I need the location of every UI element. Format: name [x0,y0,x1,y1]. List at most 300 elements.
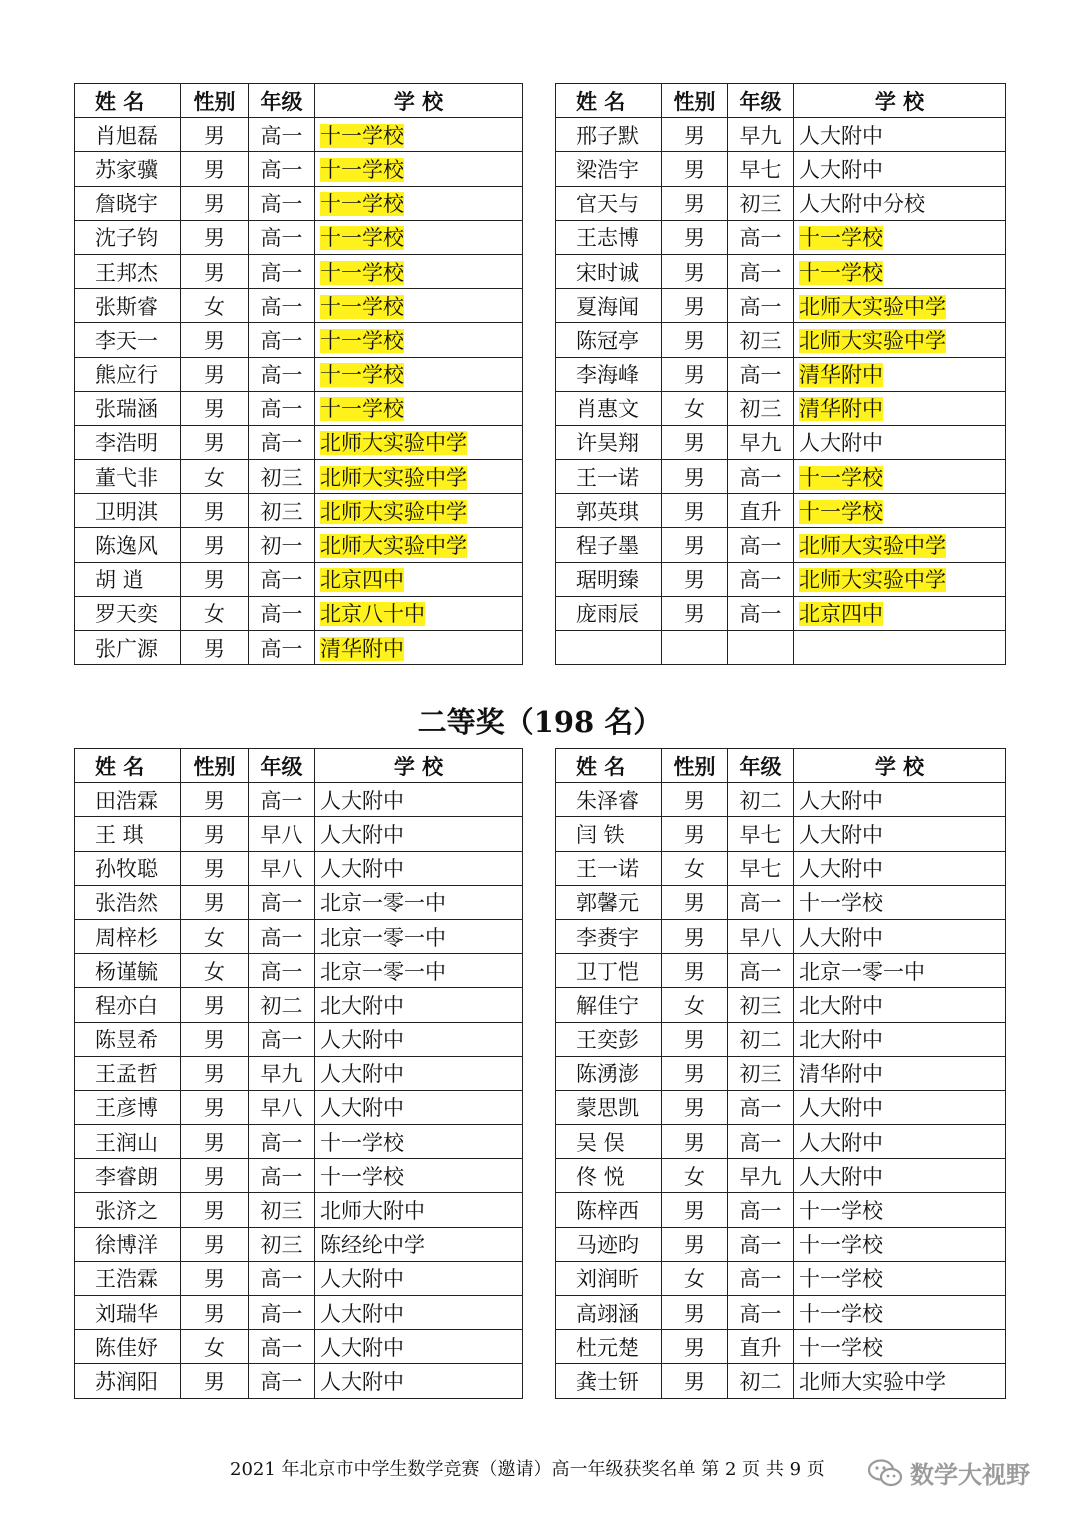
cell-grade: 高一 [249,1296,315,1330]
table-row [556,1296,1006,1330]
header-name: 姓 名 [556,84,662,118]
cell-grade: 高一 [249,562,315,596]
cell-grade: 早七 [728,851,794,885]
table-row [556,460,1006,494]
cell-name: 夏海闻 [556,289,662,323]
school-label: 十一学校 [799,1267,883,1292]
table-row [556,152,1006,186]
cell-gender: 男 [181,562,249,596]
cell-name: 王浩霖 [75,1261,181,1295]
table-header-row [556,84,1006,118]
cell-grade: 高一 [249,919,315,953]
cell-gender: 男 [181,254,249,288]
school-label: 北京一零一中 [320,959,446,984]
cell-gender: 男 [181,631,249,665]
header-school: 学 校 [315,749,523,783]
cell-school [315,1364,523,1398]
school-label: 十一学校 [320,123,404,148]
table-row [556,885,1006,919]
cell-gender: 男 [181,425,249,459]
school-label: 北师大实验中学 [320,431,467,456]
cell-grade: 高一 [249,1159,315,1193]
cell-school [794,323,1006,357]
school-label: 人大附中 [799,822,883,847]
header-grade: 年级 [249,84,315,118]
cell-name: 郭英琪 [556,494,662,528]
watermark [868,1455,1030,1490]
cell-name: 王一诺 [556,460,662,494]
table-row [556,817,1006,851]
cell-gender: 女 [181,596,249,630]
cell-name: 徐博洋 [75,1227,181,1261]
cell-gender: 男 [662,562,728,596]
school-label: 北大附中 [320,993,404,1018]
table-row [556,425,1006,459]
cell-grade: 高一 [728,1261,794,1295]
cell-grade: 高一 [249,1261,315,1295]
cell-grade: 早八 [728,919,794,953]
cell-grade: 高一 [249,391,315,425]
cell-name: 郭馨元 [556,885,662,919]
cell-gender: 男 [181,885,249,919]
table-row [556,1125,1006,1159]
cell-school [794,1022,1006,1056]
cell-name: 陈逸风 [75,528,181,562]
cell-school [315,954,523,988]
cell-grade: 高一 [249,783,315,817]
cell-school [794,1296,1006,1330]
cell-name: 苏家骥 [75,152,181,186]
cell-school [794,254,1006,288]
cell-grade: 高一 [728,562,794,596]
cell-name: 杜元楚 [556,1330,662,1364]
cell-grade: 高一 [728,885,794,919]
cell-gender: 男 [662,954,728,988]
school-label: 人大附中 [799,157,883,182]
cell-grade: 高一 [728,220,794,254]
cell-gender: 男 [662,817,728,851]
cell-gender: 男 [181,1193,249,1227]
cell-name: 李天一 [75,323,181,357]
school-label: 人大附中 [799,1130,883,1155]
cell-school [794,919,1006,953]
table-row [556,596,1006,630]
cell-name: 王一诺 [556,851,662,885]
school-label: 人大附中 [799,788,883,813]
school-label: 十一学校 [320,294,404,319]
table-row [556,1330,1006,1364]
school-label: 人大附中 [320,1335,404,1360]
cell-school [315,1193,523,1227]
cell-school [794,152,1006,186]
table-row [75,988,523,1022]
school-label: 北京一零一中 [799,959,925,984]
cell-gender [662,631,728,665]
school-label: 十一学校 [320,226,404,251]
table-row [556,1261,1006,1295]
cell-gender: 男 [181,1227,249,1261]
cell-grade: 初三 [728,988,794,1022]
table-row [556,289,1006,323]
cell-gender: 男 [662,919,728,953]
table-row [556,1159,1006,1193]
cell-grade: 高一 [249,425,315,459]
cell-grade: 高一 [249,186,315,220]
school-label: 十一学校 [799,1335,883,1360]
cell-name: 陈昱希 [75,1022,181,1056]
cell-name: 高翊涵 [556,1296,662,1330]
cell-name: 张斯睿 [75,289,181,323]
table-row [75,885,523,919]
school-label: 十一学校 [799,891,883,916]
cell-school [794,988,1006,1022]
cell-gender: 男 [662,494,728,528]
cell-gender: 男 [181,220,249,254]
cell-name: 肖旭磊 [75,118,181,152]
cell-gender: 男 [181,186,249,220]
table-row [75,289,523,323]
cell-school [794,631,1006,665]
cell-gender: 女 [662,391,728,425]
cell-school [794,1159,1006,1193]
cell-name: 詹晓宇 [75,186,181,220]
table-row [75,1261,523,1295]
cell-gender: 男 [662,1296,728,1330]
cell-name: 佟 悦 [556,1159,662,1193]
cell-gender: 男 [662,186,728,220]
cell-grade: 早九 [249,1056,315,1090]
cell-gender: 男 [181,851,249,885]
cell-school [794,460,1006,494]
cell-name: 王 琪 [75,817,181,851]
cell-gender: 男 [662,1330,728,1364]
first-prize-table-left [74,83,523,665]
table-row [556,1227,1006,1261]
table-row [75,1056,523,1090]
cell-school [315,631,523,665]
cell-school [315,220,523,254]
table-row [75,1193,523,1227]
cell-gender: 男 [181,1364,249,1398]
cell-grade: 高一 [728,1090,794,1124]
cell-grade: 高一 [249,152,315,186]
cell-school [794,562,1006,596]
table-row [556,562,1006,596]
cell-grade: 早八 [249,817,315,851]
cell-gender: 男 [662,1022,728,1056]
school-label: 十一学校 [320,157,404,182]
school-label: 人大附中分校 [799,192,925,217]
second-prize-title: 二等奖（198 名） [417,705,663,739]
school-label: 北师大实验中学 [320,465,467,490]
header-school: 学 校 [794,84,1006,118]
table-row [75,1125,523,1159]
school-label: 清华附中 [799,363,883,388]
cell-school [794,494,1006,528]
cell-gender: 女 [662,1261,728,1295]
cell-gender: 男 [181,1090,249,1124]
cell-school [794,783,1006,817]
table-row [556,783,1006,817]
header-school: 学 校 [315,84,523,118]
cell-grade: 高一 [249,1022,315,1056]
school-label: 人大附中 [320,788,404,813]
cell-gender: 男 [181,118,249,152]
school-label: 人大附中 [799,123,883,148]
cell-gender: 男 [181,528,249,562]
cell-name: 梁浩宇 [556,152,662,186]
cell-school [315,425,523,459]
school-label: 十一学校 [320,1164,404,1189]
cell-school [315,562,523,596]
cell-gender: 男 [662,1364,728,1398]
cell-name: 杨谨毓 [75,954,181,988]
school-label: 十一学校 [799,1199,883,1224]
cell-gender: 女 [181,460,249,494]
cell-gender: 男 [662,323,728,357]
cell-grade: 初三 [249,460,315,494]
cell-grade: 初三 [249,494,315,528]
cell-gender: 男 [662,425,728,459]
second-prize-table-left [74,748,523,1399]
cell-name: 吴 俣 [556,1125,662,1159]
cell-grade: 早八 [249,1090,315,1124]
cell-gender: 男 [662,1125,728,1159]
cell-name: 琚明臻 [556,562,662,596]
cell-gender: 男 [662,254,728,288]
school-label: 人大附中 [320,1369,404,1394]
cell-name: 李海峰 [556,357,662,391]
cell-school [794,357,1006,391]
cell-name: 胡 逍 [75,562,181,596]
school-label: 北京一零一中 [320,925,446,950]
table-row [75,1227,523,1261]
cell-school [794,596,1006,630]
table-header-row [75,749,523,783]
cell-name: 熊应行 [75,357,181,391]
cell-gender: 男 [662,1056,728,1090]
cell-school [794,186,1006,220]
cell-school [315,1022,523,1056]
table-row [75,1159,523,1193]
cell-name: 陈冠亭 [556,323,662,357]
table-row [75,851,523,885]
table-row [556,1364,1006,1398]
cell-grade: 高一 [249,254,315,288]
school-label: 北京八十中 [320,602,425,627]
cell-gender: 男 [662,1090,728,1124]
header-name: 姓 名 [556,749,662,783]
cell-gender: 男 [181,783,249,817]
cell-gender: 男 [181,1296,249,1330]
cell-school [315,118,523,152]
cell-school [315,357,523,391]
table-row [556,1193,1006,1227]
cell-name: 刘瑞华 [75,1296,181,1330]
table-row [75,357,523,391]
table-row [556,494,1006,528]
school-label: 人大附中 [799,431,883,456]
cell-grade: 高一 [249,357,315,391]
cell-grade: 早九 [728,425,794,459]
cell-grade: 高一 [249,1330,315,1364]
table-row [75,254,523,288]
cell-school [315,254,523,288]
cell-grade: 早七 [728,152,794,186]
cell-gender: 女 [181,954,249,988]
cell-name [556,631,662,665]
cell-school [315,152,523,186]
cell-school [315,783,523,817]
table-row [75,954,523,988]
cell-grade: 高一 [249,289,315,323]
cell-grade: 初三 [249,1227,315,1261]
table-row [556,1056,1006,1090]
school-label: 人大附中 [799,1164,883,1189]
cell-gender: 男 [181,152,249,186]
cell-grade: 早八 [249,851,315,885]
cell-gender: 男 [181,357,249,391]
second-prize-table-right [555,748,1006,1399]
school-label: 十一学校 [320,1130,404,1155]
cell-name: 蒙思凯 [556,1090,662,1124]
cell-grade: 高一 [249,954,315,988]
cell-gender: 男 [181,391,249,425]
cell-gender: 男 [181,1159,249,1193]
table-row [75,783,523,817]
cell-name: 刘润昕 [556,1261,662,1295]
table-row [75,528,523,562]
cell-name: 周梓杉 [75,919,181,953]
cell-gender: 女 [181,1330,249,1364]
school-label: 北师大实验中学 [799,294,946,319]
cell-name: 邢子默 [556,118,662,152]
header-grade: 年级 [728,84,794,118]
school-label: 人大附中 [320,1301,404,1326]
cell-grade: 初三 [728,186,794,220]
school-label: 十一学校 [799,499,883,524]
cell-name: 程亦白 [75,988,181,1022]
cell-grade: 高一 [728,357,794,391]
table-row [556,357,1006,391]
cell-gender: 男 [181,817,249,851]
school-label: 十一学校 [320,192,404,217]
cell-school [794,1227,1006,1261]
cell-grade: 初二 [728,783,794,817]
cell-name: 张广源 [75,631,181,665]
cell-school [315,391,523,425]
school-label: 北师大实验中学 [799,534,946,559]
cell-school [794,1330,1006,1364]
table-row [75,118,523,152]
cell-name: 沈子钧 [75,220,181,254]
cell-grade: 直升 [728,1330,794,1364]
cell-name: 闫 铁 [556,817,662,851]
school-label: 北大附中 [799,993,883,1018]
table-row [556,1090,1006,1124]
table-row [75,817,523,851]
table-row [556,1022,1006,1056]
school-label: 十一学校 [320,363,404,388]
header-gender: 性别 [181,749,249,783]
cell-name: 龚士钘 [556,1364,662,1398]
header-name: 姓 名 [75,749,181,783]
cell-gender: 男 [662,118,728,152]
header-grade: 年级 [728,749,794,783]
table-row [75,425,523,459]
cell-grade: 高一 [249,596,315,630]
cell-name: 宋时诚 [556,254,662,288]
cell-school [315,1330,523,1364]
wechat-icon [868,1459,902,1487]
cell-grade: 早九 [728,118,794,152]
cell-grade: 高一 [249,1364,315,1398]
school-label: 十一学校 [320,397,404,422]
school-label: 北师大附中 [320,1199,425,1224]
cell-school [315,1090,523,1124]
cell-school [315,596,523,630]
cell-name: 肖惠文 [556,391,662,425]
cell-grade: 高一 [728,596,794,630]
cell-gender: 男 [662,1227,728,1261]
table-row [556,919,1006,953]
school-label: 十一学校 [799,465,883,490]
cell-grade: 高一 [728,528,794,562]
cell-name: 王志博 [556,220,662,254]
cell-school [794,220,1006,254]
cell-gender: 男 [662,885,728,919]
school-label: 清华附中 [799,397,883,422]
cell-school [794,1125,1006,1159]
table-row [75,391,523,425]
cell-school [794,954,1006,988]
cell-name: 程子墨 [556,528,662,562]
cell-school [794,817,1006,851]
cell-school [794,391,1006,425]
cell-gender: 女 [181,289,249,323]
table-header-row [75,84,523,118]
school-label: 人大附中 [320,1267,404,1292]
cell-name: 罗天奕 [75,596,181,630]
cell-name: 王润山 [75,1125,181,1159]
school-label: 人大附中 [320,822,404,847]
header-gender: 性别 [181,84,249,118]
cell-school [315,1227,523,1261]
cell-name: 张瑞涵 [75,391,181,425]
cell-grade: 高一 [728,460,794,494]
cell-name: 王邦杰 [75,254,181,288]
cell-grade: 初三 [728,323,794,357]
cell-name: 田浩霖 [75,783,181,817]
cell-gender: 男 [662,460,728,494]
school-label: 北京四中 [320,568,404,593]
cell-gender: 男 [181,1125,249,1159]
cell-grade: 初二 [728,1364,794,1398]
cell-gender: 男 [181,1261,249,1295]
table-row [556,186,1006,220]
table-row [556,323,1006,357]
cell-name: 孙牧聪 [75,851,181,885]
cell-name: 陈湧澎 [556,1056,662,1090]
cell-gender: 女 [662,988,728,1022]
cell-grade: 高一 [249,885,315,919]
header-name: 姓 名 [75,84,181,118]
cell-grade: 高一 [728,1227,794,1261]
school-label: 十一学校 [320,328,404,353]
cell-name: 王孟哲 [75,1056,181,1090]
cell-grade: 高一 [249,118,315,152]
school-label: 北师大实验中学 [799,1369,946,1394]
